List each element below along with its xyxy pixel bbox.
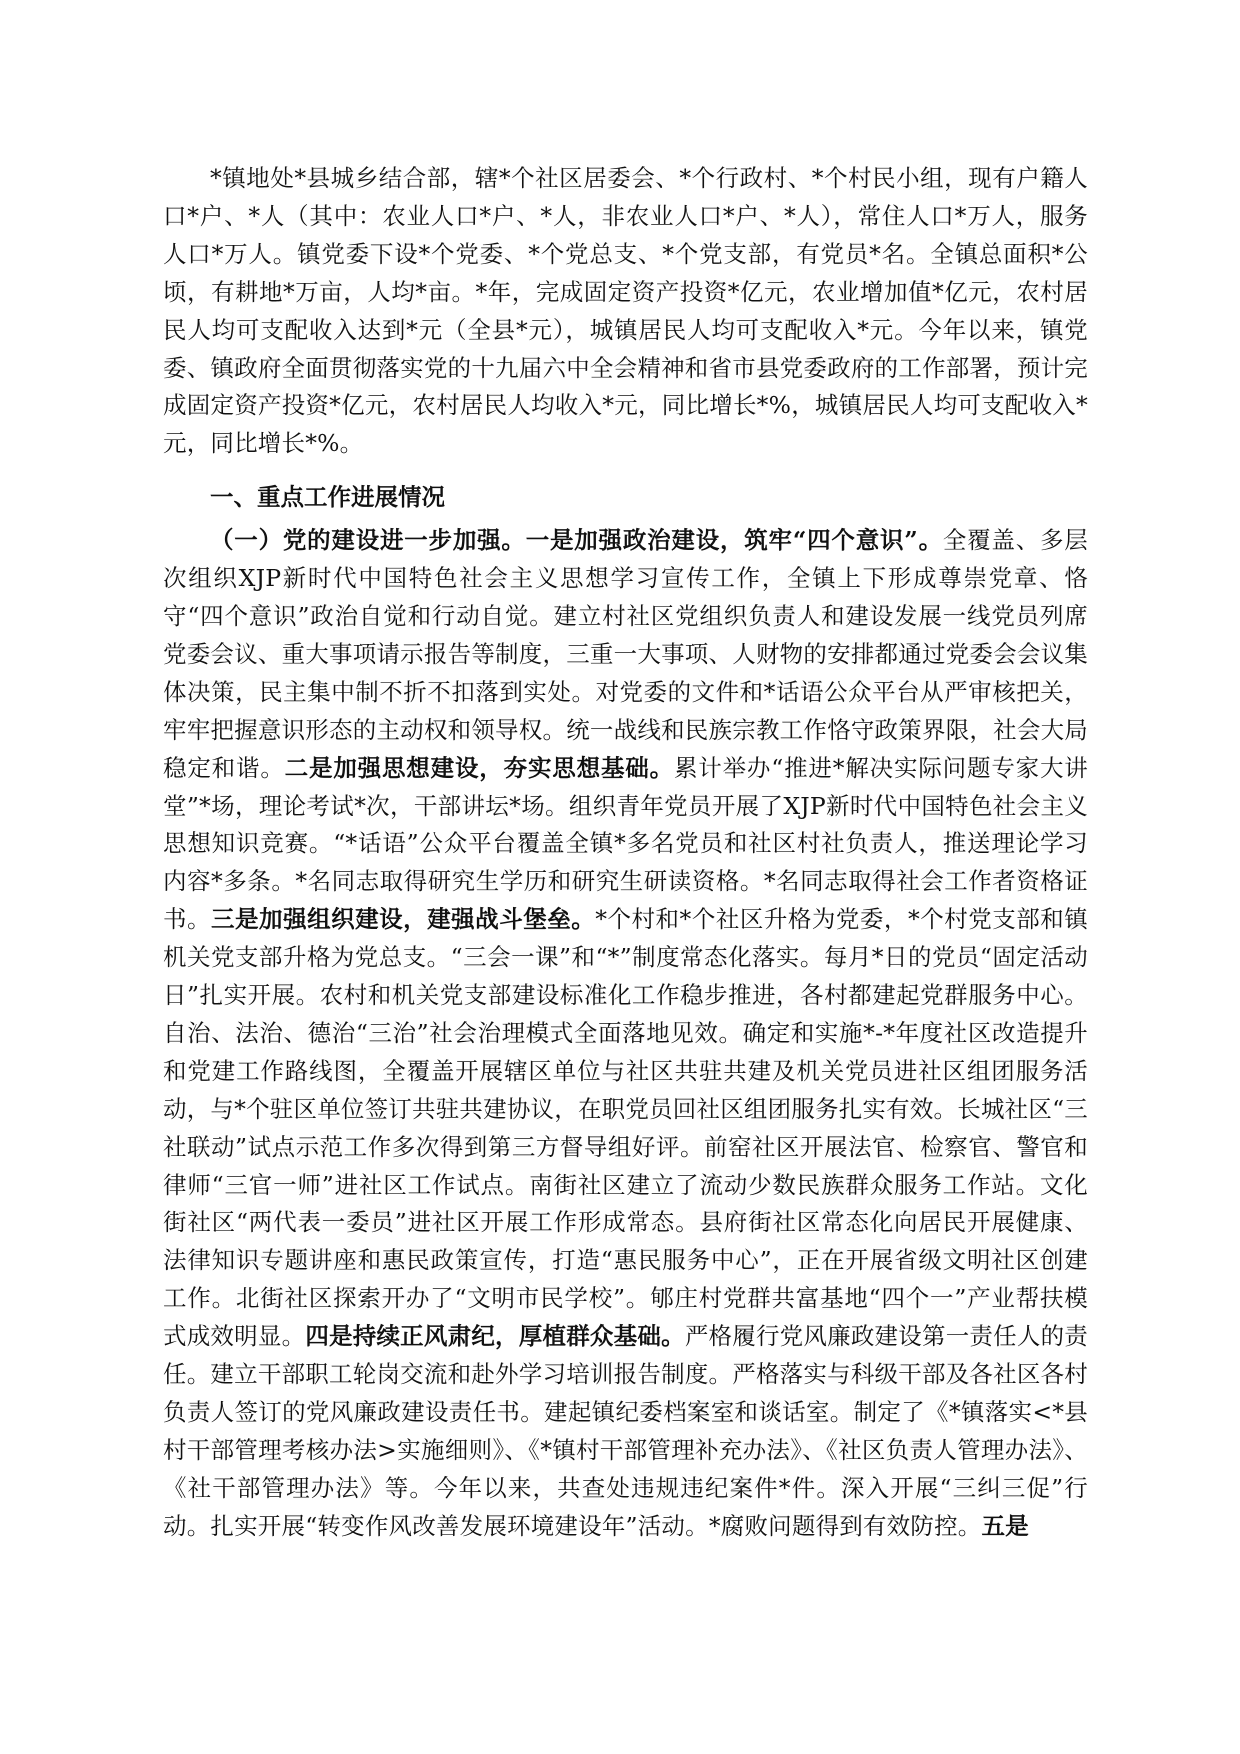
point1-text: 全覆盖、多层次组织XJP新时代中国特色社会主义思想学习宣传工作，全镇上下形成尊崇党章、恪守“四个意识”政治自觉和行动自觉。建立村社区党组织负责人和建设发展一线党员列席党委会议、重大事项请示报告等制度，三重一大事项、人财物的安排都通过党委会会议集体决策，民主集中制不折不扣落到实处。对党委的文件和*话语公众平台从严审核把关，牢牢把握意识形态的主动权和领导权。统一战线和民族宗教工作恪守政策界限，社会大局稳定和谐。 — [163, 526, 1088, 782]
point1-title: 一是加强政治建设，筑牢“四个意识”。 — [525, 526, 943, 555]
point3-text: *个村和*个社区升格为党委，*个村党支部和镇机关党支部升格为党总支。“三会一课”和“*”制度常态化落实。每月*日的党员“固定活动日”扎实开展。农村和机关党支部建设标准化工作稳步推进，各村都建起党群服务中心。自治、法治、德治“三治”社会治理模式全面落地见效。确定和实施*-*年度社区改造提升和党建工作路线图，全覆盖开展辖区单位与社区共驻共建及机关党员进社区组团服务活动，与*个驻区单位签订共驻共建协议，在职党员回社区组团服务扎实有效。长城社区“三社联动”试点示范工作多次得到第三方督导组好评。前窑社区开展法官、检察官、警官和律师“三官一师”进社区工作试点。南街社区建立了流动少数民族群众服务工作站。文化街社区“两代表一委员”进社区开展工作形成常态。县府街社区常态化向居民开展健康、法律知识专题讲座和惠民政策宣传，打造“惠民服务中心”，正在开展省级文明社区创建工作。北街社区探索开办了“文明市民学校”。郇庄村党群共富基地“四个一”产业帮扶模式成效明显。 — [163, 905, 1088, 1351]
point4-title: 四是持续正风肃纪，厚植群众基础。 — [305, 1322, 685, 1351]
point4-text: 严格履行党风廉政建设第一责任人的责任。建立干部职工轮岗交流和赴外学习培训报告制度。严格落实与科级干部及各社区各村负责人签订的党风廉政建设责任书。建起镇纪委档案室和谈话室。制定了《*镇落实<*县村干部管理考核办法>实施细则》、《*镇村干部管理补充办法》、《社区负责人管理办法》、《社干部管理办法》等。今年以来，共查处违规违纪案件*件。深入开展“三纠三促”行动。扎实开展“转变作风改善发展环境建设年”活动。*腐败问题得到有效防控。 — [163, 1322, 1089, 1540]
point2-text: 累计举办“推进*解决实际问题专家大讲堂”*场，理论考试*次，干部讲坛*场。组织青年党员开展了XJP新时代中国特色社会主义思想知识竞赛。“*话语”公众平台覆盖全镇*多名党员和社区村社负责人，推送理论学习内容*多条。*名同志取得研究生学历和研究生研读资格。*名同志取得社会工作者资格证书。 — [163, 753, 1089, 934]
intro-paragraph: *镇地处*县城乡结合部，辖*个社区居委会、*个行政村、*个村民小组，现有户籍人口*户、*人（其中：农业人口*户、*人，非农业人口*户、*人），常住人口*万人，服务人口*万人。镇党委下设*个党委、*个党总支、*个党支部，有党员*名。全镇总面积*公顷，有耕地*万亩，人均*亩。*年，完成固定资产投资*亿元，农业增加值*亿元，农村居民人均可支配收入达到*元（全县*元），城镇居民人均可支配收入*元。今年以来，镇党委、镇政府全面贯彻落实党的十九届六中全会精神和省市县党委政府的工作部署，预计完成固定资产投资*亿元，农村居民人均收入*元，同比增长*%，城镇居民人均可支配收入*元，同比增长*%。 — [163, 164, 1088, 458]
body-paragraph — [163, 522, 1088, 1545]
point5-title: 五是 — [981, 1511, 1029, 1540]
document-page — [163, 160, 1088, 1546]
sub-heading: （一）党的建设进一步加强。 — [210, 526, 526, 555]
section-heading: 一、重点工作进展情况 — [210, 483, 445, 512]
point2-title: 二是加强思想建设，夯实思想基础。 — [284, 753, 674, 782]
point3-title: 三是加强组织建设，建强战斗堡垒。 — [211, 905, 596, 934]
